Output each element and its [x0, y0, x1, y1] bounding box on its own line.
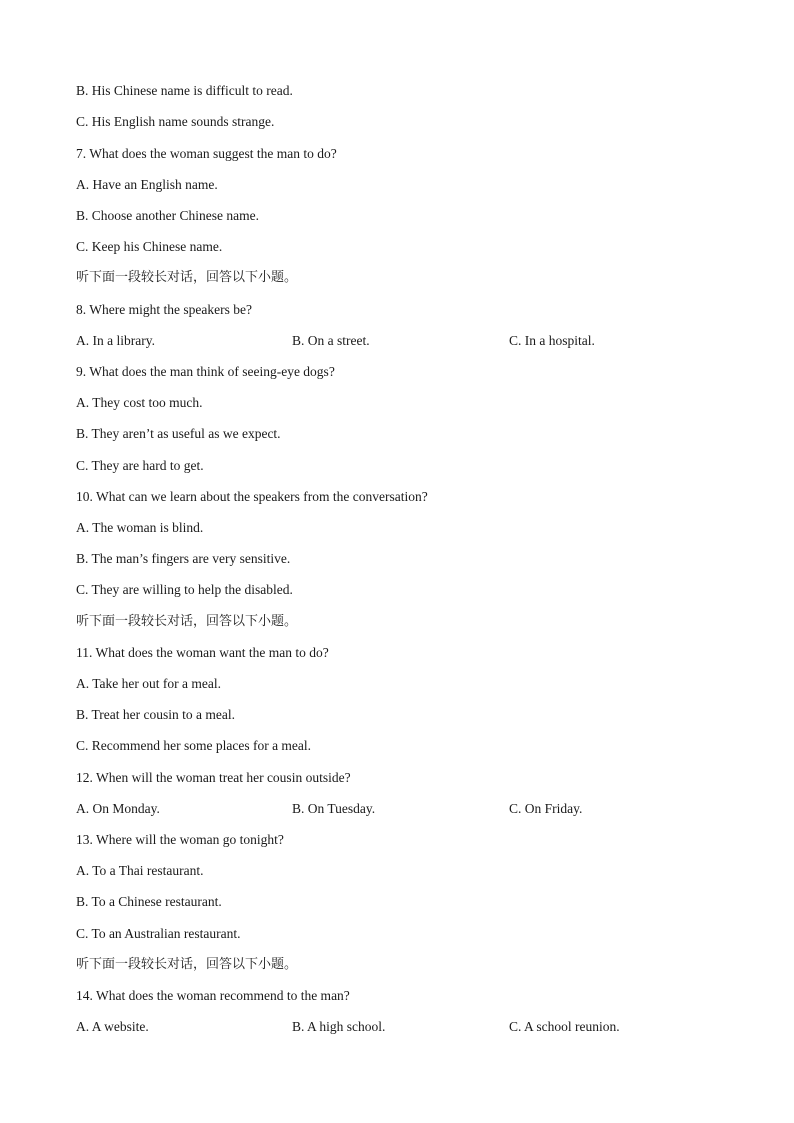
q13-question: 13. Where will the woman go tonight?: [76, 832, 284, 847]
q9-question: 9. What does the man think of seeing-eye dogs?: [76, 364, 335, 379]
q10-option-a: A. The woman is blind.: [76, 520, 204, 535]
q6-option-c: C. His English name sounds strange.: [76, 114, 275, 129]
q14-option-b: B. A high school.: [292, 1019, 386, 1034]
q11-option-b: B. Treat her cousin to a meal.: [76, 707, 235, 722]
q14-option-c: C. A school reunion.: [509, 1019, 620, 1034]
q14-options: [76, 1017, 716, 1037]
q11-option-a: A. Take her out for a meal.: [76, 676, 221, 691]
q9-option-b: B. They aren’t as useful as we expect.: [76, 426, 281, 441]
q10-option-b: B. The man’s fingers are very sensitive.: [76, 551, 291, 566]
q8-options: [76, 331, 716, 351]
section-instruction: 听下面一段较长对话，回答以下小题。: [76, 614, 298, 629]
section-instruction: 听下面一段较长对话，回答以下小题。: [76, 270, 298, 285]
q7-question: 7. What does the woman suggest the man to do?: [76, 146, 337, 161]
q13-option-a: A. To a Thai restaurant.: [76, 863, 204, 878]
q14-option-a: A. A website.: [76, 1019, 149, 1034]
q9-option-c: C. They are hard to get.: [76, 458, 204, 473]
q8-option-a: A. In a library.: [76, 333, 155, 348]
q8-question: 8. Where might the speakers be?: [76, 302, 252, 317]
q12-option-c: C. On Friday.: [509, 801, 583, 816]
q7-option-c: C. Keep his Chinese name.: [76, 239, 223, 254]
q12-options: [76, 799, 716, 819]
q10-option-c: C. They are willing to help the disabled.: [76, 582, 293, 597]
q13-option-c: C. To an Australian restaurant.: [76, 926, 241, 941]
q11-question: 11. What does the woman want the man to do?: [76, 645, 329, 660]
q12-option-b: B. On Tuesday.: [292, 801, 376, 816]
q6-option-b: B. His Chinese name is difficult to read.: [76, 83, 293, 98]
q9-option-a: A. They cost too much.: [76, 395, 203, 410]
q7-option-a: A. Have an English name.: [76, 177, 218, 192]
section-instruction: 听下面一段较长对话，回答以下小题。: [76, 957, 298, 972]
q11-option-c: C. Recommend her some places for a meal.: [76, 738, 312, 753]
q12-question: 12. When will the woman treat her cousin outside?: [76, 770, 351, 785]
q10-question: 10. What can we learn about the speakers from the conversation?: [76, 489, 428, 504]
q8-option-c: C. In a hospital.: [509, 333, 595, 348]
q8-option-b: B. On a street.: [292, 333, 370, 348]
q13-option-b: B. To a Chinese restaurant.: [76, 894, 222, 909]
q14-question: 14. What does the woman recommend to the man?: [76, 988, 350, 1003]
q12-option-a: A. On Monday.: [76, 801, 160, 816]
q7-option-b: B. Choose another Chinese name.: [76, 208, 259, 223]
